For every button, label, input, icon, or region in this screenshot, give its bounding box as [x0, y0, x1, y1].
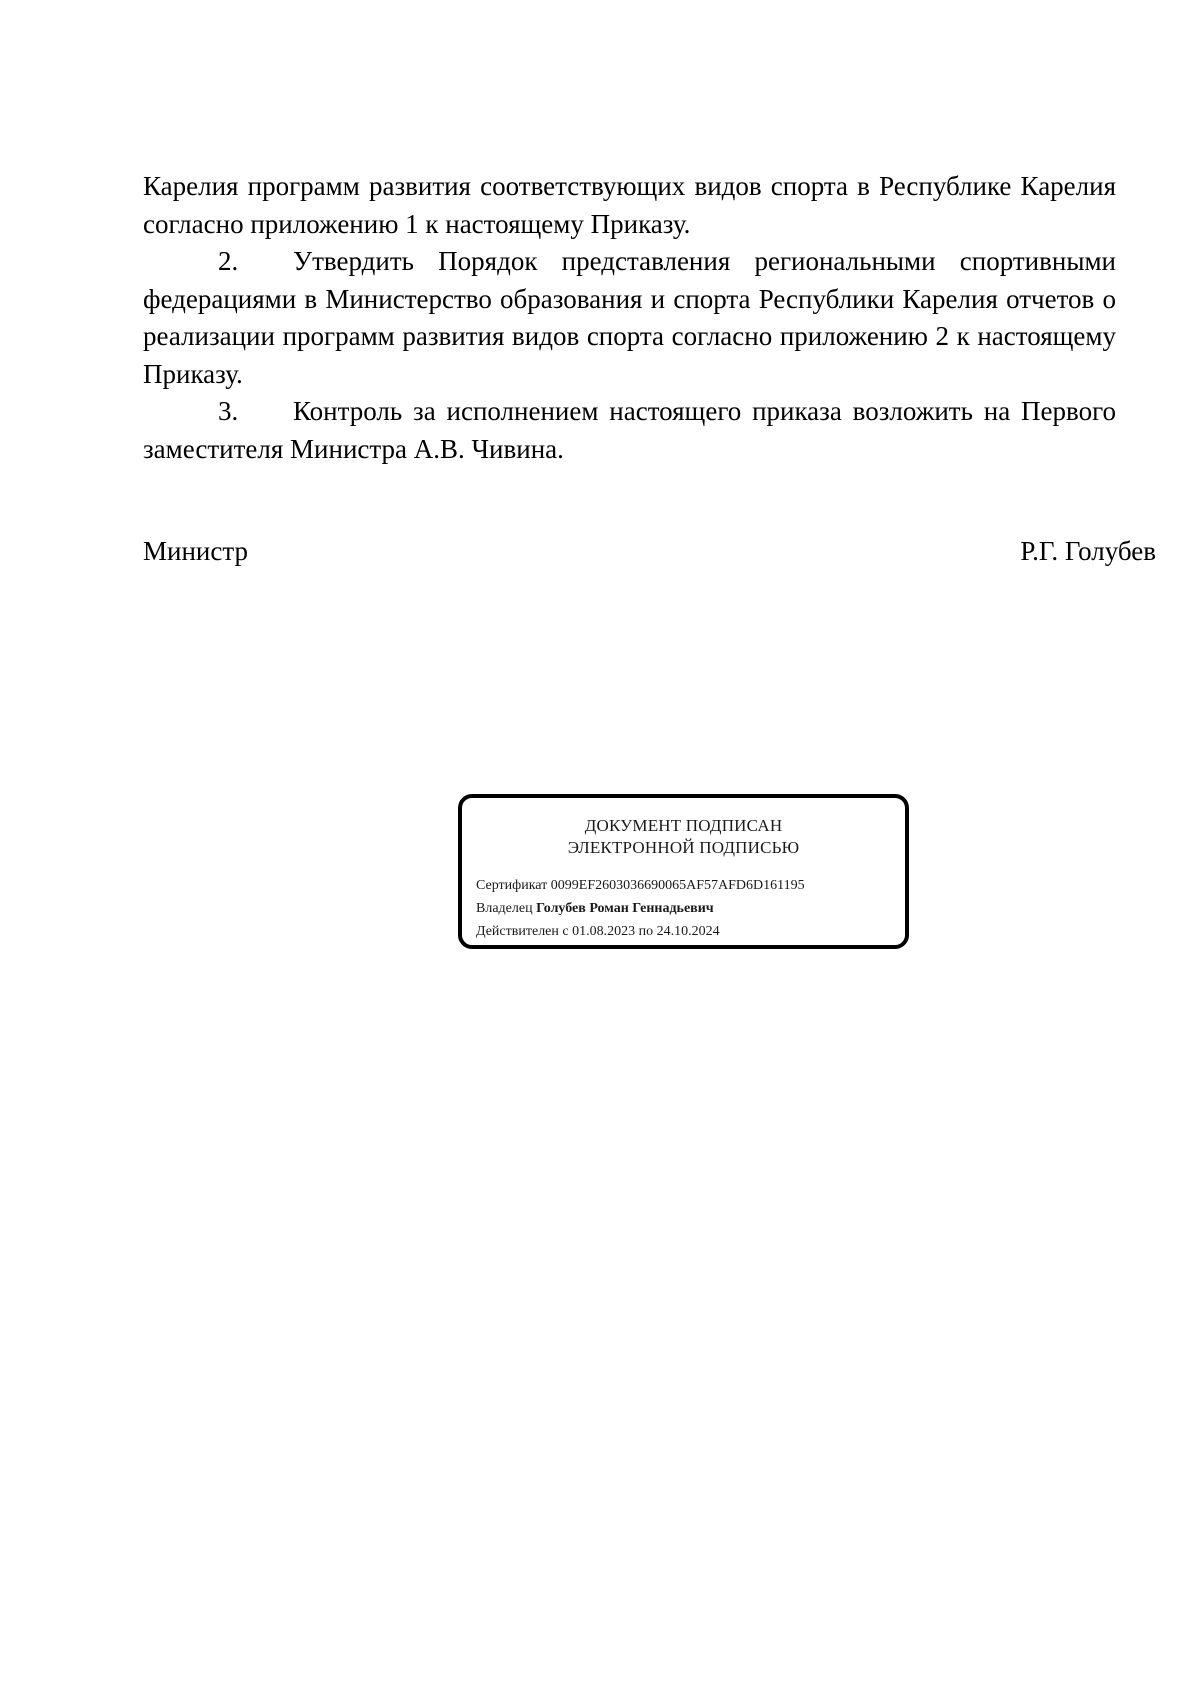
electronic-signature-stamp	[458, 794, 909, 949]
owner-value: Голубев Роман Геннадьевич	[536, 901, 714, 916]
item-number-2: 2.	[218, 246, 239, 276]
item-text-3: Контроль за исполнением настоящего приказа возложить на Первого заместителя Министра А.В. Чивина.	[143, 396, 1116, 464]
item-number-3: 3.	[218, 396, 239, 426]
signer-name: Р.Г. Голубев	[1020, 536, 1156, 566]
stamp-title-line-2: ЭЛЕКТРОННОЙ ПОДПИСЬЮ	[567, 838, 800, 857]
valid-from-date: 01.08.2023	[572, 924, 636, 939]
signer-position: Министр	[143, 536, 248, 566]
order-body-text	[143, 168, 1116, 468]
stamp-details	[476, 874, 805, 943]
stamp-title-line-1: ДОКУМЕНТ ПОДПИСАН	[584, 816, 783, 835]
item-paragraph-3	[143, 393, 1116, 468]
valid-from-label: Действителен с	[476, 924, 569, 939]
stamp-title	[462, 815, 905, 859]
item-paragraph-2	[143, 243, 1116, 393]
item-text-2: Утвердить Порядок представления региональными спортивными федерациями в Министерство образования и спорта Республики Карелия отчетов о реализации программ развития видов спорта согласно приложению 2 к настоящему Приказу.	[143, 246, 1116, 389]
owner-label: Владелец	[476, 901, 533, 916]
valid-to-date: 24.10.2024	[656, 924, 720, 939]
valid-to-label: по	[638, 924, 654, 939]
stamp-validity-row	[476, 920, 805, 943]
stamp-owner-row	[476, 897, 805, 920]
stamp-certificate-row	[476, 874, 805, 897]
certificate-value: 0099EF2603036690065AF57AFD6D161195	[550, 878, 805, 893]
certificate-label: Сертификат	[476, 878, 548, 893]
signature-block	[143, 533, 1156, 571]
intro-paragraph: Карелия программ развития соответствующих видов спорта в Республике Карелия согласно приложению 1 к настоящему Приказу.	[143, 171, 1116, 239]
